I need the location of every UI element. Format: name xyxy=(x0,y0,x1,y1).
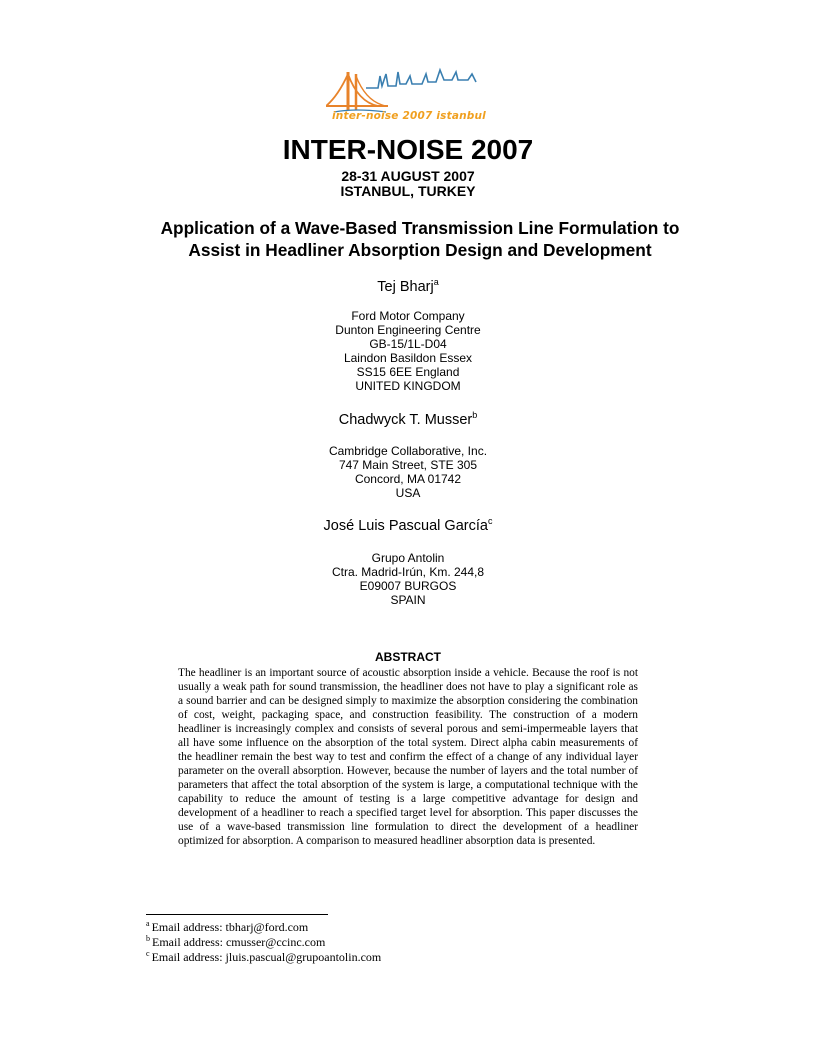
paper-title xyxy=(120,217,720,261)
conference-logo xyxy=(326,66,496,128)
conference-dates: 28-31 AUGUST 2007 xyxy=(341,168,475,184)
affiliation-line: USA xyxy=(395,486,421,500)
author-name: Chadwyck T. Musser$^b$ xyxy=(338,410,478,428)
author-affiliation xyxy=(0,309,816,393)
footnote-divider xyxy=(146,914,328,915)
paper-title-line-1: Application of a Wave-Based Transmission Line Formulation to xyxy=(160,218,680,238)
affiliation-line: E09007 BURGOS xyxy=(359,579,457,593)
abstract-heading: ABSTRACT xyxy=(375,650,441,664)
affiliation-line: 747 Main Street, STE 305 xyxy=(338,458,478,472)
affiliation-line: Laindon Basildon Essex xyxy=(343,351,473,365)
affiliation-line: Ford Motor Company xyxy=(351,309,465,323)
affiliation-line: Cambridge Collaborative, Inc. xyxy=(328,444,488,458)
affiliation-line: SS15 6EE England xyxy=(356,365,460,379)
affiliation-line: UNITED KINGDOM xyxy=(355,379,461,393)
author-mark: c xyxy=(487,516,493,527)
author-mark: a xyxy=(433,277,439,288)
author-mark: b xyxy=(472,410,478,421)
affiliation-line: Dunton Engineering Centre xyxy=(335,323,481,337)
affiliation-line: Ctra. Madrid-Irún, Km. 244,8 xyxy=(331,565,485,579)
affiliation-line: Grupo Antolin xyxy=(371,551,445,565)
author-name: José Luis Pascual García$^c$ xyxy=(323,516,493,534)
footnote-item: $^c$ Email address: jluis.pascual@grupoantolin.com xyxy=(146,949,382,964)
logo-text: inter-noise 2007 istanbul xyxy=(332,110,486,122)
footnote-item: $^b$ Email address: cmusser@ccinc.com xyxy=(146,934,326,949)
footnote-item: $^a$ Email address: tbharj@ford.com xyxy=(146,919,309,934)
conference-location: ISTANBUL, TURKEY xyxy=(340,183,476,199)
bridge-skyline-icon xyxy=(326,66,496,116)
abstract-text: The headliner is an important source of acoustic absorption inside a vehicle. Because the roof is not usually a weak path for sound transmission, the headliner does not have to play a significant role as a sound barrier and can be designed simply to maximize the absorption considering the combination of cost, weight, packaging space, and construction feasibility. The construction of a modern headliner is increasingly complex and consists of several porous and semi-impermeable layers that all have some influence on the absorption of the total system. Direct alpha cabin measurements of the headliner remain the best way to test and confirm the effect of a change of any individual layer parameter on the overall absorption. However, because the number of layers and the total number of parameters that affect the total absorption of the system is large, a computational technique with the capability to reduce the amount of testing is a large competitive advantage for design and development of a headliner to reach a specified target level for absorption. This paper discusses the use of a wave-based transmission line formulation to direct the development of a headliner optimized for absorption. A comparison to measured headliner absorption data is presented. xyxy=(178,667,638,847)
author-name: Tej Bharj$^a$ xyxy=(377,277,439,295)
affiliation-line: Concord, MA 01742 xyxy=(354,472,462,486)
paper-title-line-2: Assist in Headliner Absorption Design and Development xyxy=(188,240,652,260)
author-affiliation xyxy=(0,444,816,500)
conference-title: INTER-NOISE 2007 xyxy=(282,134,534,165)
affiliation-line: GB-15/1L-D04 xyxy=(369,337,447,351)
author-affiliation xyxy=(0,551,816,607)
footnotes xyxy=(146,920,546,965)
affiliation-line: SPAIN xyxy=(390,593,426,607)
